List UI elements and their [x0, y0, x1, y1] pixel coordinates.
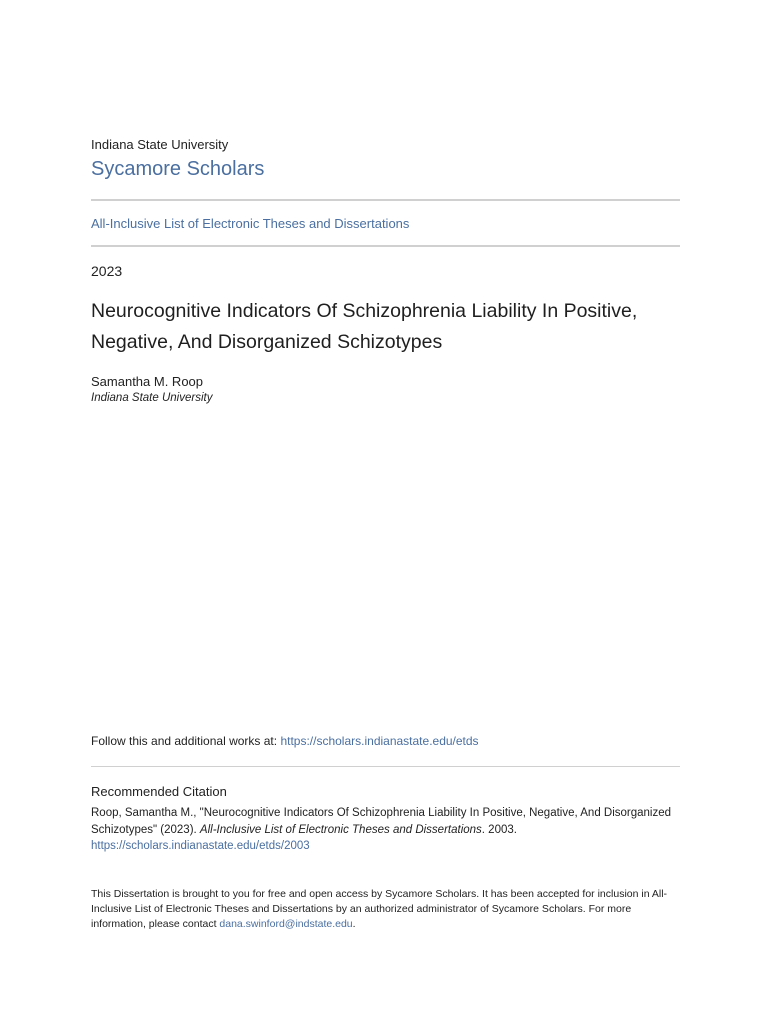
document-title: Neurocognitive Indicators Of Schizophrenia Liability In Positive, Negative, And Disorganized Schizotypes: [91, 300, 638, 353]
follow-text: Follow this and additional works at:: [91, 734, 281, 748]
follow-url-link[interactable]: https://scholars.indianastate.edu/etds: [280, 734, 479, 748]
citation-url-link[interactable]: https://scholars.indianastate.edu/etds/2003: [91, 840, 310, 852]
access-notice-text: This Dissertation is brought to you for free and open access by Sycamore Scholars. It has been accepted for inclusion in All-Inclusive List of Electronic Theses and Dissertations by an authorized administrator of Sycamore Scholars. For more information, please contact: [91, 888, 668, 930]
contact-email-link[interactable]: dana.swinford@indstate.edu: [219, 918, 353, 930]
publication-year: 2023: [91, 263, 123, 279]
collection-link[interactable]: All-Inclusive List of Electronic Theses and Dissertations: [91, 216, 410, 231]
divider: [91, 199, 680, 201]
cover-page: [91, 0, 680, 1024]
divider: [91, 766, 680, 767]
access-notice: [91, 887, 680, 932]
author-name: Samantha M. Roop: [91, 374, 204, 389]
citation-collection: All-Inclusive List of Electronic Theses and Dissertations: [199, 823, 482, 836]
citation-prefix: Roop, Samantha M., "Neurocognitive Indicators Of Schizophrenia Liability In Positive, Negative, And Disorganized Schizotypes" (2023).: [91, 807, 672, 836]
citation-heading: Recommended Citation: [91, 784, 227, 799]
institution-name: Indiana State University: [91, 137, 229, 152]
citation-suffix: . 2003.: [481, 823, 517, 836]
author-affiliation: Indiana State University: [91, 392, 213, 404]
follow-line: [91, 734, 479, 748]
citation-text: [91, 805, 680, 855]
repository-link[interactable]: Sycamore Scholars: [91, 158, 265, 180]
divider: [91, 245, 680, 247]
access-notice-end: .: [352, 918, 356, 930]
